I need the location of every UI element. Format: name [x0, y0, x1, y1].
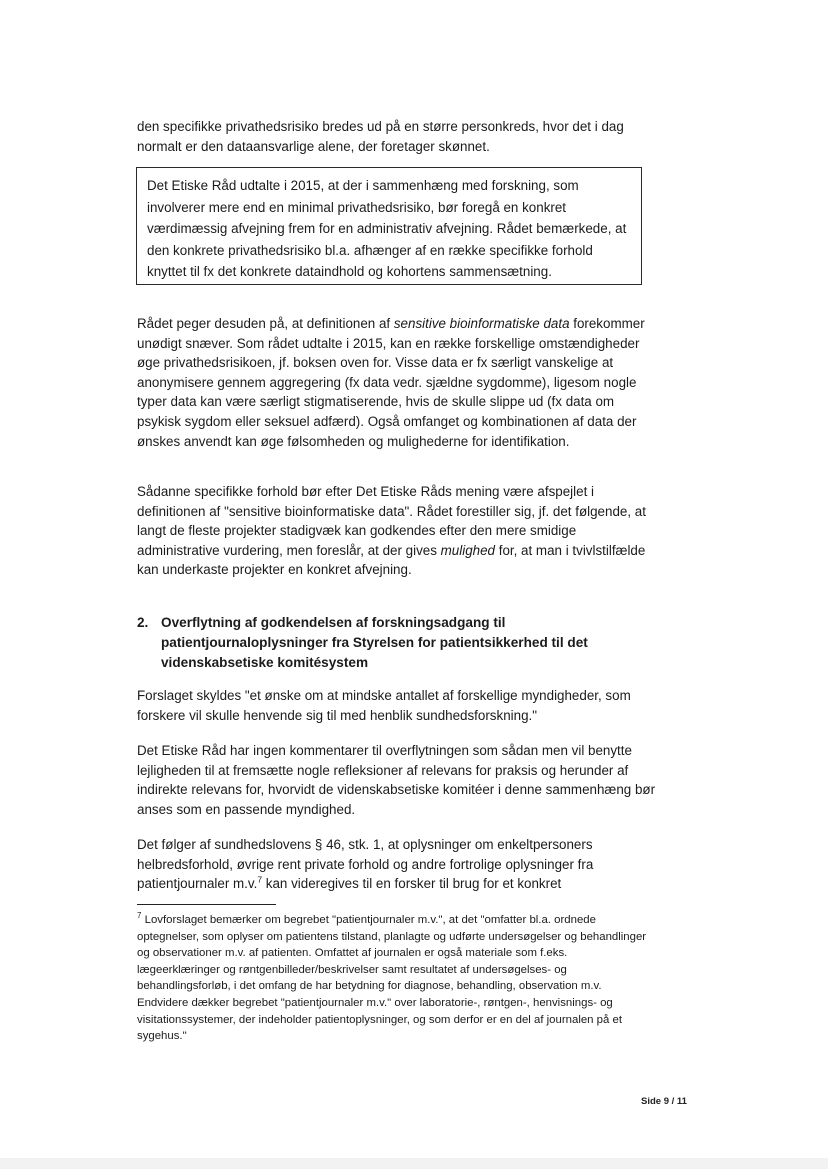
sensitive-data-term: sensitive bioinformatiske data: [393, 316, 570, 331]
footnote-divider: [137, 904, 276, 905]
paragraph-definition-part2: forekommer unødigt snæver. Som rådet udtalte i 2015, kan en række forskellige omstændigheder øge privathedsrisikoen, jf. boksen oven for. Visse data er fx særligt vanskelige at anonymisere gennem aggregering (fx data vedr. sjældne sygdomme), ligesom nogle typer data kan være særligt stigmatiserende, hvis de skulle slippe ud (fx data om psykisk sygdom eller seksuel adfærd). Også omfanget og kombinationen af data der ønskes anvendt kan øge følsomheden og mulighederne for identifikation.: [137, 316, 645, 449]
info-box: [136, 167, 642, 285]
paragraph-proposal-part1: Sådanne specifikke forhold bør efter Det Etiske Råds mening være afspejlet i definitionen af "sensitive bioinformatiske data". Rådet forestiller sig, jf. det følgende, at langt de fleste projekter stadigvæk kan godkendes efter den mere smidige administrative vurdering, men foreslår, at der gives: [137, 484, 646, 558]
footnote-text: [137, 912, 647, 1045]
paragraph-reason: [137, 686, 659, 725]
intro-paragraph: [137, 117, 659, 156]
paragraph-reason-text: Forslaget skyldes "et ønske om at mindske antallet af forskellige myndigheder, som forskere vil skulle henvende sig til med henblik sundhedsforskning.": [137, 688, 631, 723]
intro-text: den specifikke privathedsrisiko bredes ud på en større personkreds, hvor det i dag normalt er den dataansvarlige alene, der foretager skønnet.: [137, 119, 624, 154]
paragraph-definition-part1: Rådet peger desuden på, at definitionen af: [137, 316, 394, 331]
paragraph-proposal: [137, 482, 659, 580]
paragraph-law-text: [137, 835, 659, 894]
footnote-reference[interactable]: 7: [257, 874, 263, 885]
paragraph-definition: [137, 314, 659, 451]
paragraph-definition-text: [137, 314, 659, 451]
section-number: 2.: [137, 615, 149, 630]
info-box-text: Det Etiske Råd udtalte i 2015, at der i sammenhæng med forskning, som involverer mere end en minimal privathedsrisiko, bør foregå en konkret værdimæssig afvejning frem for en administrativ afvejning. Rådet bemærkede, at den konkrete privathedsrisiko bl.a. afhænger af en række specifikke forhold knyttet til fx det konkrete dataindhold og kohortens sammensætning.: [147, 178, 627, 280]
mulighed-term: mulighed: [440, 542, 495, 558]
paragraph-comments-text: Det Etiske Råd har ingen kommentarer til overflytningen som sådan men vil benytte lejligheden til at fremsætte nogle refleksioner af relevans for praksis og herunder af indirekte relevans for, hvorvidt de videnskabsetiske komitéer i denne sammenhæng bør anses som en passende myndighed.: [137, 743, 656, 817]
footnote: [137, 912, 647, 1045]
scan-edge: [0, 1158, 828, 1169]
footnote-body: Lovforslaget bemærker om begrebet "patientjournaler m.v.", at det "omfatter bl.a. ordnede optegnelser, som oplyser om patientens tilstand, planlagte og udførte undersøgelser og behandlinger og observationer m.v. af patienten. Omfattet af journalen er også materiale som f.eks. lægeerklæringer og røntgenbilleder/beskrivelser samt resultatet af undersøgelses- og behandlingsforløb, i det omfang de har betydning for diagnose, behandling, observation m.v. Endvidere dækker begrebet "patientjournaler m.v." over laboratorie-, røntgen-, henvisnings- og visitationssystemer, der indeholder patientoplysninger, og som derfor er en del af journalen på et sygehus.": [137, 914, 647, 1043]
paragraph-law-part1: Det følger af sundhedslovens § 46, stk. 1, at oplysninger om enkeltpersoners helbredsforhold, øvrige rent private forhold og andre fortrolige oplysninger fra patientjournaler m.v.: [137, 837, 594, 892]
paragraph-law: [137, 835, 659, 894]
paragraph-law-part2: kan videregives til en forsker til brug for et konkret: [262, 876, 562, 892]
paragraph-comments: [137, 741, 659, 819]
paragraph-proposal-part2: for, at man i tvivlstilfælde kan underkaste projekter en konkret afvejning.: [137, 542, 646, 578]
section-title: Overflytning af godkendelsen af forskningsadgang til patientjournaloplysninger fra Styrelsen for patientsikkerhed til det videnskabsetiske komitésystem: [161, 615, 588, 670]
paragraph-proposal-text: [137, 482, 659, 580]
page-number: Side 9 / 11: [641, 1096, 687, 1107]
footnote-number: 7: [137, 911, 142, 921]
